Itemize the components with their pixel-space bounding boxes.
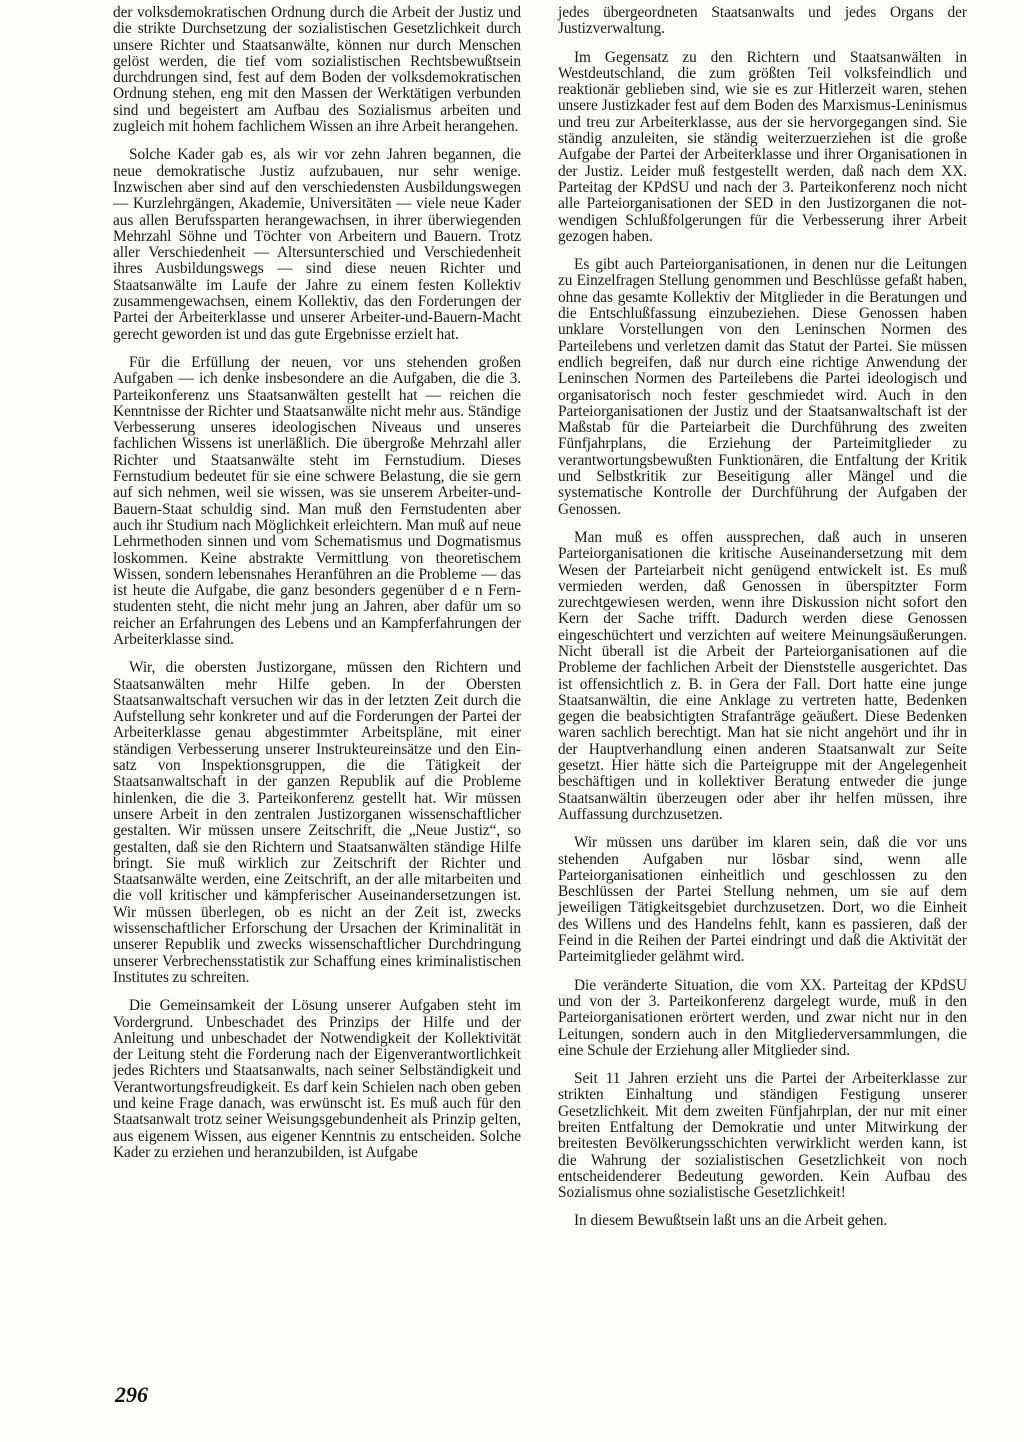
paragraph: Seit 11 Jahren erzieht uns die Partei der Arbeiterklasse zur strikten Einhaltung und ständigen Festigung unserer Gesetzlichkeit. Mit dem zweiten Fünfjahrplan, der nur mit einer breiten Entfaltung der Demokratie und unter Mitwirkung der breitesten Bevölkerungsschichten verwirklicht werden kann, ist die Wahrung der sozialistischen Gesetzlichkeit von noch entscheidenderer Bedeutung geworden. Kein Aufbau des Sozialismus ohne sozialistische Gesetzlichkeit! — [558, 1070, 967, 1202]
paragraph: jedes übergeordneten Staatsanwalts und jedes Organs der Justizverwaltung. — [558, 4, 967, 38]
paragraph: Die Gemeinsamkeit der Lösung unserer Aufgaben steht im Vordergrund. Unbeschadet des Prinzips der Hilfe und der Anleitung und unbeschadet der Notwendigkeit der Kollektivität der Leitung steht die Forderung nach der Eigenverantwortlichkeit jedes Richters und Staatsanwalts, nach seiner Selbständigkeit und Verantwortungsfreudigkeit. Es darf kein Schielen nach oben geben und keine Frage danach, was erwünscht ist. Es muß auch für den Staatsanwalt trotz seiner Weisungsgebundenheit als Prinzip gelten, aus eigenem Wissen, aus eigener Kenntnis zu entscheiden. Solche Kader zu erziehen und heranzubilden, ist Aufgabe — [113, 997, 521, 1161]
text-column-right — [558, 0, 967, 1242]
paragraph: Im Gegensatz zu den Richtern und Staatsanwälten in Westdeutschland, die zum größten Teil volksfeindlich und reaktionär geblieben sind, wie sie es zur Hitlerzeit waren, stehen unsere Justizkader fest auf dem Boden des Marxismus-Leninismus und treu zur Arbeiterklasse, aus der sie hervorgegangen sind. Sie ständig anzuleiten, sie ständig weiterzuerziehen ist die große Aufgabe der Partei der Arbeiterklasse und ihrer Organisationen in der Justiz. Leider muß festgestellt werden, daß nach dem XX. Parteitag der KPdSU und nach der 3. Parteikonferenz noch nicht alle Parteiorganisationen der SED in den Justizorganen die notwendigen Schlußfolgerungen für die Verbesserung ihrer Arbeit gezogen haben. — [558, 48, 967, 245]
paragraph: Wir müssen uns darüber im klaren sein, daß die vor uns stehenden Aufgaben nur lösbar sind, wenn alle Parteiorganisationen einheitlich und geschlossen zu den Beschlüssen der Partei Stellung nehmen, um sie auf dem jeweiligen Tätigkeitsgebiet durchzusetzen. Dort, wo die Einheit des Willens und des Handelns fehlt, kann es passieren, daß der Feind in die Reihen der Partei eindringt und daß die Aktivität der Parteimitglieder gelähmt wird. — [558, 834, 967, 966]
paragraph: In diesem Bewußtsein laßt uns an die Arbeit gehen. — [574, 1212, 888, 1230]
paragraph: Es gibt auch Parteiorganisationen, in denen nur die Leitungen zu Einzelfragen Stellung genommen und Beschlüsse gefaßt haben, ohne das gesamte Kollektiv der Mitglieder in die Beratungen und die Entschlußfassung einzubeziehen. Diese Genossen haben unklare Vorstellungen von den Leninschen Normen des Parteilebens und verletzen damit das Statut der Partei. Sie müssen endlich begreifen, daß nur durch eine richtige Anwendung der Leninschen Normen des Parteilebens die Partei ideologisch und organisatorisch noch fester geschmiedet wird. Auch in den Parteiorganisationen der Justiz und der Staatsanwaltschaft ist der Maßstab für die Parteiarbeit die Durchführung des zweiten Fünfjahrplans, die Erziehung der Parteimitglieder zu verantwortungsbewußten Funktionären, die Entfaltung der Kritik und Selbstkritik zur Beseitigung aller Mängel und die systematische Kontrolle der Durchführung der Aufgaben der Genossen. — [558, 256, 967, 518]
paragraph: der volksdemokratischen Ordnung durch die Arbeit der Justiz und die strikte Durchsetzung der sozialistischen Gesetzlichkeit durch unsere Richter und Staatsanwälte, können nur durch Menschen gelöst werden, die tief vom sozialistischen Rechtsbewußtsein durchdrungen sind, fest auf dem Boden der volksdemokratischen Ordnung stehen, eng mit den Massen der Werktätigen verbunden sind und begeistert am Aufbau des Sozialismus arbeiten und zugleich mit hohem fachlichem Wissen an ihre Arbeit herangehen. — [113, 4, 521, 136]
paragraph: Die veränderte Situation, die vom XX. Parteitag der KPdSU und von der 3. Parteikonferenz dargelegt wurde, muß in den Parteiorganisationen erörtert werden, und zwar nicht nur in den Leitungen, sondern auch in den Mitgliederversammlungen, die eine Schule der Erziehung aller Mitglieder sind. — [558, 976, 967, 1059]
paragraph: Für die Erfüllung der neuen, vor uns stehenden großen Aufgaben — ich denke insbesondere an die Aufgaben, die die 3. Parteikonferenz uns Staatsanwälten gestellt hat — reichen die Kenntnisse der Richter und Staatsanwälte nicht mehr aus. Ständige Verbesserung unseres ideologischen Niveaus und unseres fachlichen Wissens ist unerläßlich. Die übergroße Mehrzahl aller Richter und Staatsanwälte steht im Fernstudium. Dieses Fernstudium bedeutet für sie eine schwere Belastung, die sie gern auf sich nehmen, weil sie wissen, was sie unserem Arbeiter-und-Bauern-Staat schuldig sind. Man muß den Fernstudenten aber auch ihr Studium nach Möglichkeit erleichtern. Man muß auf neue Lehrmethoden sinnen und vom Schematismus und Dogmatismus loskommen. Keine abstrakte Vermittlung von theoretischem Wissen, sondern lebensnahes Heranführen an die Probleme — das ist heute die Aufgabe, die ganz besonders gegenüber d e n Fernstudenten steht, die nicht mehr jung an Jahren, aber dafür um so reicher an Erfahrungen des Lebens und an Kampferfahrungen der Arbeiterklasse sind. — [113, 353, 521, 648]
paragraph: Man muß es offen aussprechen, daß auch in unseren Parteiorganisationen die kritische Auseinandersetzung mit dem Wesen der Parteiarbeit nicht genügend entwickelt ist. Es muß vermieden werden, daß Genossen in überspitzter Form zurechtgewiesen werden, wenn ihre Diskussion nicht sofort den Kern der Sache trifft. Dadurch werden diese Genossen eingeschüchtert und verzichten auf weitere Meinungsäußerungen. Nicht überall ist die Arbeit der Parteiorganisationen auf die Probleme der fachlichen Arbeit der Dienststelle ausgerichtet. Das ist offensichtlich z. B. in Gera der Fall. Dort hatte eine junge Staatsanwältin, die eine Anklage zu vertreten hatte, Bedenken gegen die beabsichtigten Strafanträge geäußert. Diese Bedenken waren sachlich berechtigt. Man hat sie nicht angehört und ihr in der Hauptverhandlung einen anderen Staatsanwalt zur Seite gesetzt. Hier hätte sich die Parteigruppe mit der Angelegenheit beschäftigen und in kollektiver Beratung entweder die junge Staatsanwältin überzeugen oder aber ihr helfen müssen, ihre Auffassung durchzusetzen. — [558, 528, 967, 823]
paragraph: Wir, die obersten Justizorgane, müssen den Richtern und Staatsanwälten mehr Hilfe geben. In der Obersten Staatsanwaltschaft versuchen wir das in der letzten Zeit durch die Aufstellung sehr konkreter und auf die Forderungen der Partei der Arbeiterklasse genau abgestimmter Arbeitspläne, mit einer ständigen Verbesserung unserer Instrukteureinsätze und den Einsatz von Inspektionsgruppen, die die Tätigkeit der Staatsanwaltschaft in der ganzen Republik auf die Probleme hinlenken, die die 3. Parteikonferenz gestellt hat. Wir müssen unsere Arbeit in den zentralen Justizorganen wissenschaftlicher gestalten. Wir müssen unsere Zeitschrift, die „Neue Justiz“, so gestalten, daß sie den Richtern und Staatsanwälten ständige Hilfe bringt. Sie muß wirklich zur Zeitschrift der Richter und Staatsanwälte werden, eine Zeitschrift, an der alle mitarbeiten und die voll kritischer und kämpferischer Auseinandersetzungen ist. Wir müssen überlegen, ob es nicht an der Zeit ist, zwecks wissenschaftlicher Erforschung der Ursachen der Kriminalität in unserer Republik und zwecks wissenschaftlicher Durchdringung unserer Verbrechensstatistik zur Schaffung eines kriminalistischen Institutes zu schreiten. — [113, 659, 521, 986]
text-column-left — [113, 0, 521, 1161]
paragraph: Solche Kader gab es, als wir vor zehn Jahren begannen, die neue demokratische Justiz aufzubauen, nur sehr wenige. Inzwischen aber sind auf den verschiedensten Ausbildungswegen — Kurzlehrgängen, Akademie, Universitäten — viele neue Kader aus allen Berufssparten herangewachsen, in ihrer überwiegenden Mehrzahl Söhne und Töchter von Arbeitern und Bauern. Trotz aller Verschiedenheit — Altersunterschied und Verschiedenheit ihres Ausbildungswegs — sind diese neuen Richter und Staatsanwälte im Laufe der Jahre zu einem festen Kollektiv zusammengewachsen, einem Kollektiv, das den Forderungen der Partei der Arbeiterklasse und unserer Arbeiter-und-Bauern-Macht gerecht geworden ist und das gute Ergebnisse erzielt hat. — [113, 146, 521, 343]
page-number: 296 — [115, 1382, 148, 1407]
